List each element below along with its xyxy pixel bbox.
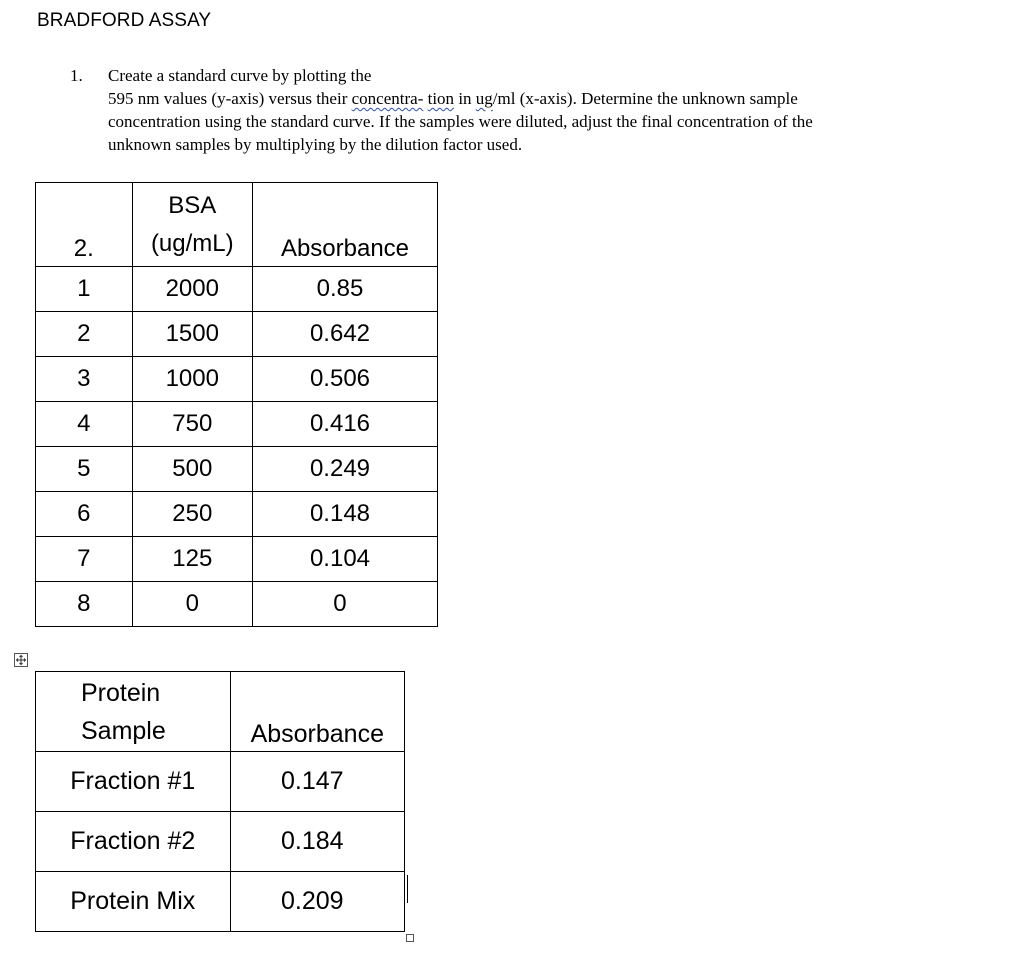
table-row: [36, 872, 405, 932]
table-row: [36, 267, 438, 312]
spelling-error-ug[interactable]: ug: [475, 89, 493, 108]
instruction-line-4: unknown samples by multiplying by the dilution factor used.: [108, 135, 523, 154]
absorbance-cell[interactable]: 0.147: [230, 752, 404, 812]
absorbance-cell[interactable]: 0.104: [252, 537, 437, 582]
sample-cell[interactable]: Fraction #1: [36, 752, 231, 812]
index-cell[interactable]: 7: [36, 537, 133, 582]
absorbance-cell[interactable]: 0.85: [252, 267, 437, 312]
bsa-cell[interactable]: 0: [132, 582, 252, 627]
spelling-error-concentra[interactable]: concentra-: [351, 89, 424, 108]
instruction-line-3: concentration using the standard curve. If the samples were diluted, adjust the final concentration of the: [108, 112, 813, 131]
header-bsa: BSA: [168, 192, 217, 219]
bsa-cell[interactable]: 1500: [132, 312, 252, 357]
instruction-line-2: [108, 87, 950, 110]
bsa-cell[interactable]: 1000: [132, 357, 252, 402]
absorbance-cell[interactable]: 0.148: [252, 492, 437, 537]
table-row: [36, 582, 438, 627]
table-move-handle-icon[interactable]: [14, 653, 28, 667]
bsa-cell[interactable]: 500: [132, 447, 252, 492]
table-resize-handle-icon[interactable]: [406, 934, 414, 942]
header-absorbance-cell[interactable]: [252, 183, 437, 267]
bsa-cell[interactable]: 2000: [132, 267, 252, 312]
table-header-row: [36, 183, 438, 267]
header-absorbance: Absorbance: [280, 235, 410, 262]
instruction-line-1: Create a standard curve by plotting the: [108, 66, 372, 85]
table-row: [36, 447, 438, 492]
header-protein: Protein: [81, 678, 161, 707]
document-heading: BRADFORD ASSAY: [37, 10, 212, 31]
bsa-cell[interactable]: 250: [132, 492, 252, 537]
index-cell[interactable]: 8: [36, 582, 133, 627]
absorbance-cell[interactable]: 0.184: [230, 812, 404, 872]
index-cell[interactable]: 1: [36, 267, 133, 312]
index-cell[interactable]: 6: [36, 492, 133, 537]
header-index-cell[interactable]: [36, 183, 133, 267]
table-row: [36, 357, 438, 402]
table-row: [36, 752, 405, 812]
spelling-error-tion[interactable]: tion: [427, 89, 455, 108]
absorbance-cell[interactable]: 0.642: [252, 312, 437, 357]
instruction-paragraph: [70, 64, 950, 156]
table-row: [36, 812, 405, 872]
index-cell[interactable]: 2: [36, 312, 133, 357]
absorbance-cell[interactable]: 0.249: [252, 447, 437, 492]
instruction-text: in: [454, 89, 476, 108]
bsa-cell[interactable]: 750: [132, 402, 252, 447]
table-row: [36, 537, 438, 582]
index-cell[interactable]: 4: [36, 402, 133, 447]
header-sample-cell[interactable]: [36, 672, 231, 752]
instruction-text: /ml (x-axis). Determine the unknown sample: [492, 89, 798, 108]
sample-cell[interactable]: Protein Mix: [36, 872, 231, 932]
instruction-text: 595 nm values (y-axis) versus their: [108, 89, 352, 108]
header-sample: Sample: [81, 716, 166, 745]
text-cursor: [407, 875, 408, 903]
list-number: 1.: [70, 66, 83, 85]
standard-curve-table[interactable]: [35, 182, 438, 627]
table-row: [36, 402, 438, 447]
header-index: 2.: [73, 235, 94, 262]
header-absorbance-cell[interactable]: [230, 672, 404, 752]
index-cell[interactable]: 3: [36, 357, 133, 402]
sample-table[interactable]: [35, 671, 405, 932]
sample-cell[interactable]: Fraction #2: [36, 812, 231, 872]
absorbance-cell[interactable]: 0.416: [252, 402, 437, 447]
absorbance-cell[interactable]: 0.506: [252, 357, 437, 402]
table-row: [36, 492, 438, 537]
header-absorbance: Absorbance: [250, 720, 384, 748]
table-header-row: [36, 672, 405, 752]
index-cell[interactable]: 5: [36, 447, 133, 492]
header-bsa-cell[interactable]: [132, 183, 252, 267]
header-bsa-unit: (ug/mL): [150, 230, 234, 257]
bsa-cell[interactable]: 125: [132, 537, 252, 582]
absorbance-cell[interactable]: 0: [252, 582, 437, 627]
absorbance-cell[interactable]: 0.209: [230, 872, 404, 932]
table-row: [36, 312, 438, 357]
